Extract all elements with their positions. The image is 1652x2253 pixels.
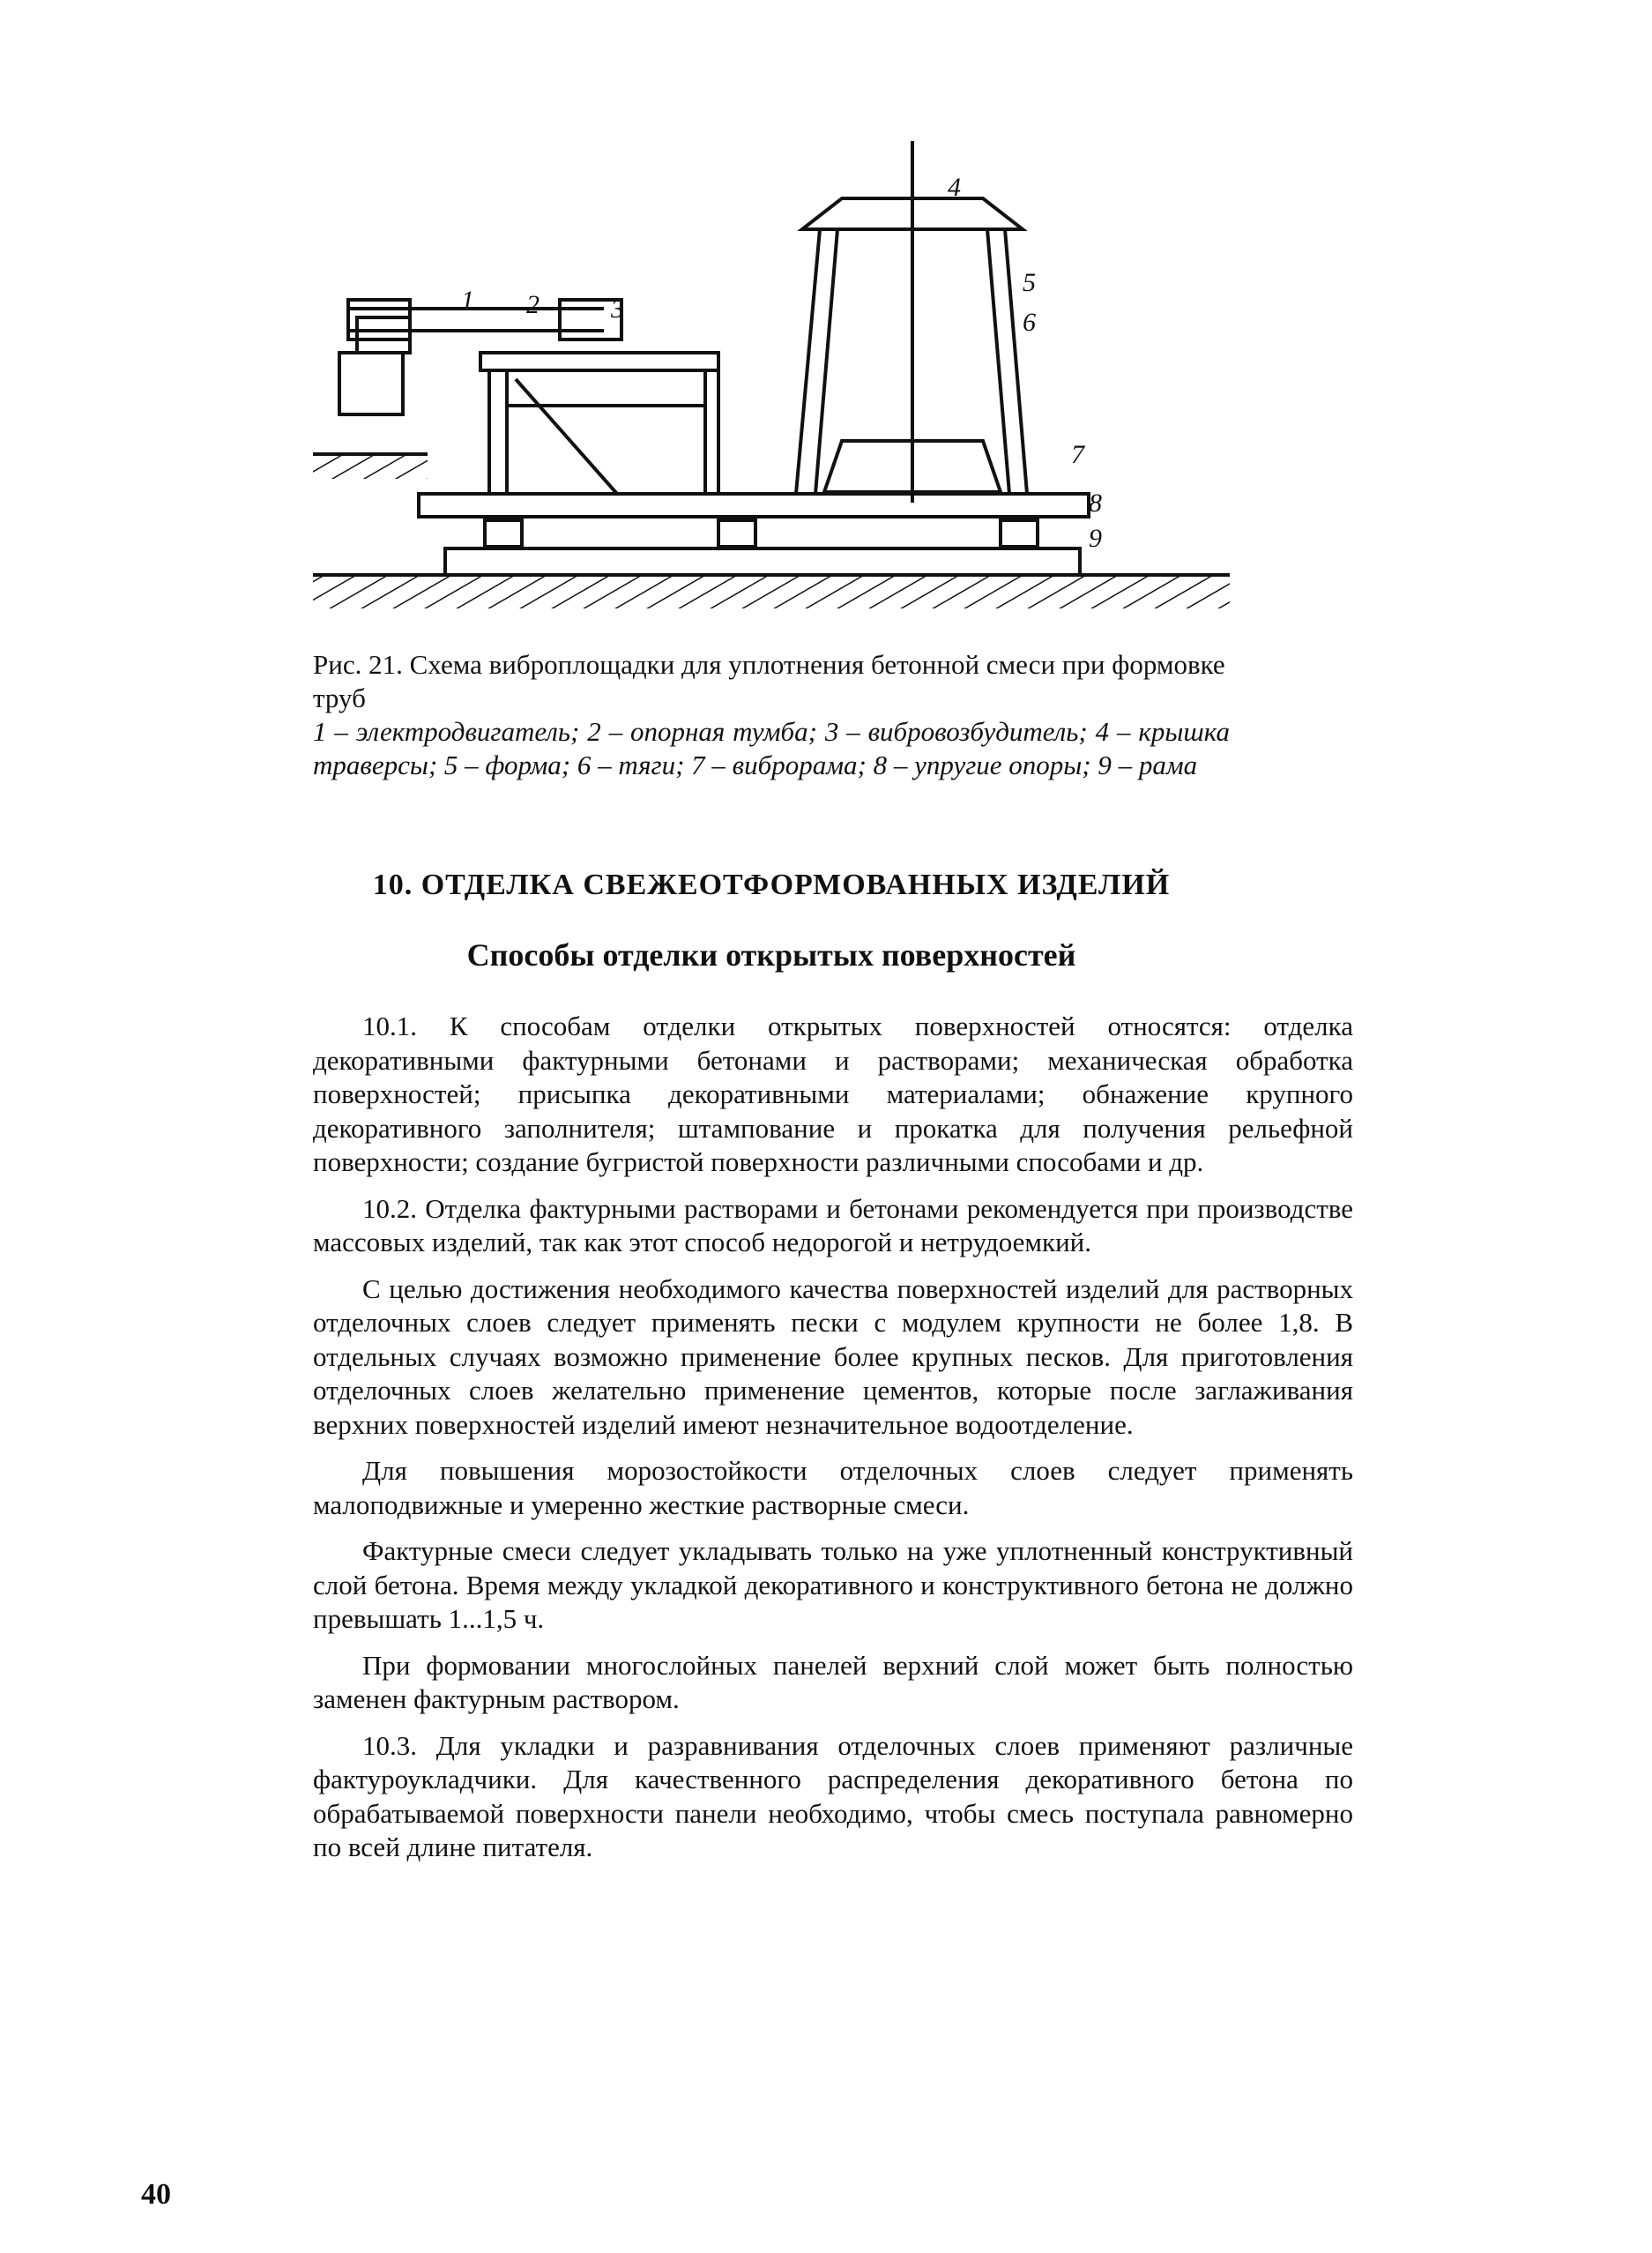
section-subheading: Способы отделки открытых поверхностей: [466, 937, 1076, 973]
paragraph-10-3: 10.3. Для укладки и разравнивания отделочных слоев применяют различные фактуроукладчики. Для качественного распределения декоративного бетона по обрабатываемой поверхности панели необходимо, чтобы смесь поступала равномерно по всей длине питателя.: [313, 1729, 1353, 1862]
section-heading: 10. ОТДЕЛКА СВЕЖЕОТФОРМОВАННЫХ ИЗДЕЛИЙ: [372, 869, 1171, 901]
paragraph: При формовании многослойных панелей верхний слой может быть полностью заменен фактурным раствором.: [313, 1649, 1353, 1714]
paragraph-10-2: 10.2. Отделка фактурными растворами и бетонами рекомендуется при производстве массовых изделий, так как этот способ недорогой и нетрудоемкий.: [313, 1192, 1353, 1257]
paragraph: С целью достижения необходимого качества поверхностей изделий для растворных отделочных слоев следует применять пески с модулем крупности не более 1,8. В отдельных случаях возможно применение более крупных песков. Для приготовления отделочных слоев желательно применение цементов, которые после заглаживания верхних поверхностей изделий имеют незначительное водоотделение.: [313, 1272, 1353, 1440]
motor: [313, 317, 428, 479]
caption-legend: 1 – электродвигатель; 2 – опорная тумба; 3 – вибровозбудитель; 4 – крышка траверсы; 5 – форма; 6 – тяги; 7 – виброрама; 8 – упругие опоры; 9 – рама: [313, 716, 1230, 780]
svg-text:8: 8: [1089, 489, 1102, 518]
vibration-platform-diagram: [313, 141, 1230, 635]
pipe-form: [796, 141, 1027, 503]
svg-text:3: 3: [611, 295, 624, 324]
svg-text:2: 2: [526, 290, 540, 319]
svg-text:4: 4: [948, 173, 961, 202]
svg-text:1: 1: [461, 286, 474, 315]
figure-caption: [313, 648, 1230, 782]
svg-text:7: 7: [1071, 440, 1084, 469]
body-text: [313, 1010, 1353, 1877]
page-number: 40: [141, 2178, 171, 2211]
drive-belt: [348, 300, 621, 339]
svg-text:9: 9: [1089, 524, 1102, 553]
caption-title: Рис. 21. Схема виброплощадки для уплотнения бетонной смеси при формовке труб: [313, 649, 1225, 713]
paragraph-10-1: 10.1. К способам отделки открытых поверхностей относятся: отделка декоративными фактурными бетонами и растворами; механическая обработка поверхностей; присыпка декоративными материалами; обнажение крупного декоративного заполнителя; штампование и прокатка для получения рельефной поверхности; создание бугристой поверхности различными способами и др.: [313, 1011, 1353, 1177]
vibrator-stand: [480, 353, 718, 494]
svg-text:5: 5: [1023, 268, 1036, 297]
paragraph: Фактурные смеси следует укладывать только на уже уплотненный конструктивный слой бетона. Время между укладкой декоративного и конструктивного бетона не должно превышать 1...1,5 ч.: [313, 1535, 1353, 1634]
svg-text:6: 6: [1023, 308, 1036, 337]
ground: [313, 575, 1230, 608]
base-frame: [419, 494, 1089, 575]
paragraph: Для повышения морозостойкости отделочных слоев следует применять малоподвижные и умеренно жесткие растворные смеси.: [313, 1455, 1353, 1520]
